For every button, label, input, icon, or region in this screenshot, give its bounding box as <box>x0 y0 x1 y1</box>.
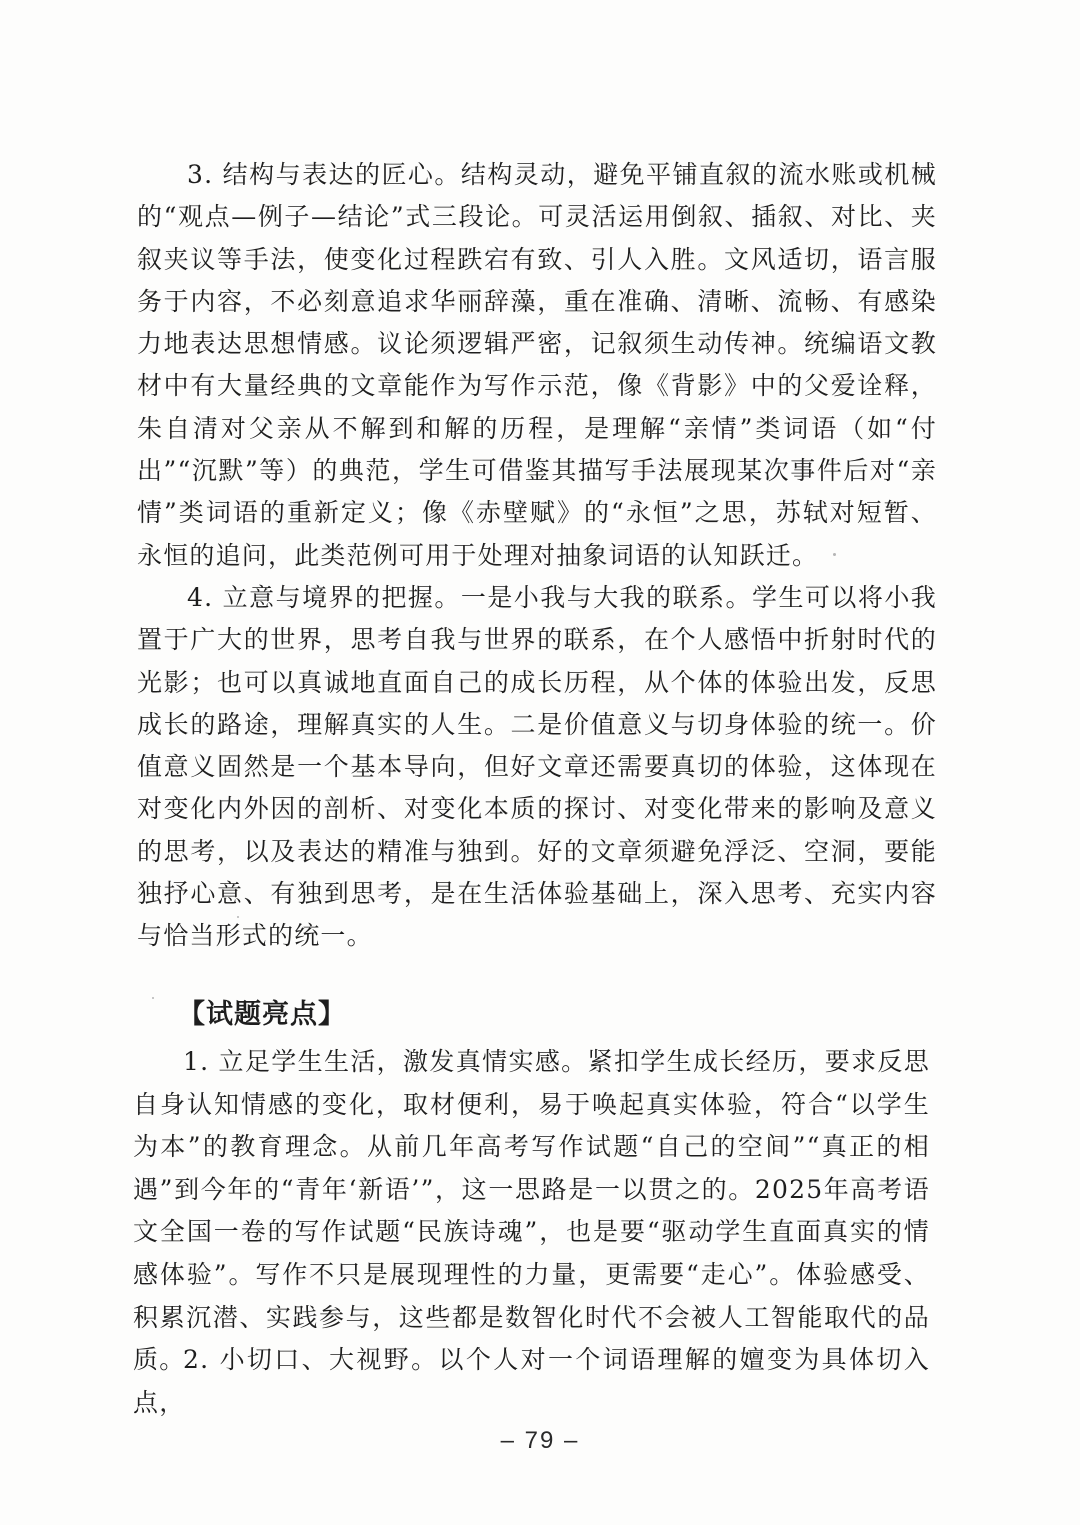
scan-speck <box>152 997 154 999</box>
scan-speck <box>833 553 836 556</box>
paragraph-highlight-1: 1. 立足学生生活，激发真情实感。紧扣学生成长经历，要求反思自身认知情感的变化，取材便利，易于唤起真实体验，符合“以学生为本”的教育理念。从前几年高考写作试题“自己的空间”“真正的相遇”到今年的“青年‘新语’”，这一思路是一以贯之的。2025年高考语文全国一卷的写作试题“民族诗魂”，也是要“驱动学生直面真实的情感体验”。写作不只是展现理性的力量，更需要“走心”。体验感受、积累沉潜、实践参与，这些都是数智化时代不会被人工智能取代的品质。 <box>133 1047 930 1375</box>
scan-speck <box>237 916 239 918</box>
section-heading: 【试题亮点】 <box>178 999 346 1030</box>
paragraph-theme-realm: 4. 立意与境界的把握。一是小我与大我的联系。学生可以将小我置于广大的世界，思考自我与世界的联系，在个人感悟中折射时代的光影；也可以真诚地直面自己的成长历程，从个体的体验出发，反思成长的路途，理解真实的人生。二是价值意义与切身体验的统一。价值意义固然是一个基本导向，但好文章还需要真切的体验，这体现在对变化内外因的剖析、对变化本质的探讨、对变化带来的影响及意义的思考，以及表达的精准与独到。好的文章须避免浮泛、空洞，要能独抒心意、有独到思考，是在生活体验基础上，深入思考、充实内容与恰当形式的统一。 <box>137 583 937 951</box>
page-number: – 79 – <box>500 1427 580 1454</box>
paragraph-structure-expression: 3. 结构与表达的匠心。结构灵动，避免平铺直叙的流水账或机械的“观点—例子—结论”式三段论。可灵活运用倒叙、插叙、对比、夹叙夹议等手法，使变化过程跌宕有致、引人入胜。文风适切，语言服务于内容，不必刻意追求华丽辞藻，重在准确、清晰、流畅、有感染力地表达思想情感。议论须逻辑严密，记叙须生动传神。统编语文教材中有大量经典的文章能作为写作示范，像《背影》中的父爱诠释，朱自清对父亲从不解到和解的历程，是理解“亲情”类词语（如“付出”“沉默”等）的典范，学生可借鉴其描写手法展现某次事件后对“亲情”类词语的重新定义；像《赤壁赋》的“永恒”之思，苏轼对短暂、永恒的追问，此类范例可用于处理对抽象词语的认知跃迁。 <box>137 160 937 570</box>
paragraph-highlight-2: 2. 小切口、大视野。以个人对一个词语理解的嬗变为具体切入点， <box>133 1345 930 1417</box>
